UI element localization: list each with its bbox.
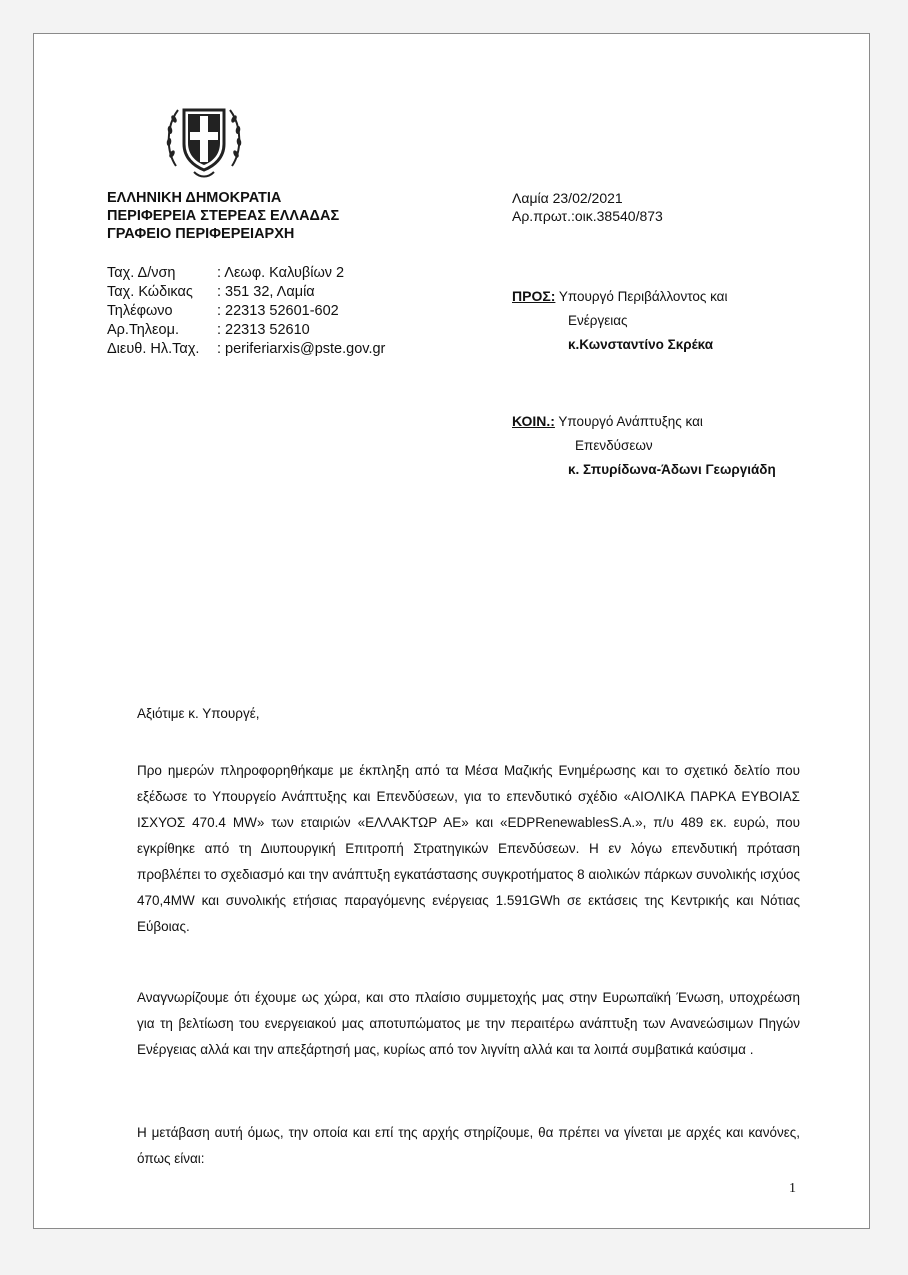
- contact-label: Διευθ. Ηλ.Ταχ.: [107, 341, 200, 357]
- org-line-1: ΕΛΛΗΝΙΚΗ ΔΗΜΟΚΡΑΤΙΑ: [107, 190, 282, 206]
- contact-label: Τηλέφωνο: [107, 303, 173, 319]
- org-line-3: ΓΡΑΦΕΙΟ ΠΕΡΙΦΕΡΕΙΑΡΧΗ: [107, 226, 295, 242]
- document-page: [33, 33, 870, 1229]
- contact-value: : Λεωφ. Καλυβίων 2: [217, 265, 345, 281]
- protocol-number: Αρ.πρωτ.:οικ.38540/873: [512, 208, 663, 224]
- contact-label: Ταχ. Κώδικας: [107, 284, 193, 300]
- contact-row-address: [107, 264, 385, 283]
- contact-value: : 22313 52610: [217, 322, 310, 338]
- contact-row-fax: [107, 321, 385, 340]
- body-paragraph-2: Αναγνωρίζουμε ότι έχουμε ως χώρα, και στο πλαίσιο συμμετοχής μας στην Ευρωπαϊκή Ένωση, υποχρέωση για τη βελτίωση του ενεργειακού μας αποτυπώματος με την περαιτέρω ανάπτυξη των Ανανεώσιμων Πηγών Ενέργειας αλλά και την απεξάρτησή μας, κυρίως από τον λιγνίτη αλλά και τα λοιπά συμβατικά καύσιμα .: [137, 990, 800, 1057]
- letter-date: Λαμία 23/02/2021: [512, 190, 623, 206]
- contact-row-email: [107, 340, 385, 359]
- contact-value: : 351 32, Λαμία: [217, 284, 315, 300]
- contact-label: Αρ.Τηλεομ.: [107, 322, 179, 338]
- contact-row-phone: [107, 302, 385, 321]
- body-paragraph-1: Προ ημερών πληροφορηθήκαμε με έκπληξη από τα Μέσα Μαζικής Ενημέρωσης και το σχετικό δελτίο που εξέδωσε το Υπουργείο Ανάπτυξης και Επενδύσεων, για το επενδυτικό σχέδιο «ΑΙΟΛΙΚΑ ΠΑΡΚΑ ΕΥΒΟΙΑΣ ΙΣΧΥΟΣ 470.4 MW» των εταιριών «ΕΛΛΑΚΤΩΡ ΑΕ» και «EDPRenewablesS.A.», π/υ 489 εκ. ευρώ, που εγκρίθηκε από τη Διυπουργική Επιτροπή Στρατηγικών Επενδύσεων. Η εν λόγω επενδυτική πρόταση προβλέπει το σχεδιασμό και την ανάπτυξη εγκατάστασης συγκροτήματος 8 αιολικών πάρκων συνολικής ισχύος 470,4MW και συνολικής ετήσιας παραγόμενης ενέργειας 1.591GWh σε εκτάσεις της Κεντρικής και Νότιας Εύβοιας.: [137, 763, 800, 934]
- recipient-block: [512, 284, 852, 357]
- recipient-line-2: Ενέργειας: [568, 313, 628, 328]
- contact-value: : 22313 52601-602: [217, 303, 339, 319]
- contact-value: : periferiarxis@pste.gov.gr: [217, 341, 386, 357]
- cc-line-1: Υπουργό Ανάπτυξης και: [554, 414, 703, 429]
- contact-label: Ταχ. Δ/νση: [107, 265, 176, 281]
- cc-label: ΚΟΙΝ.:: [512, 413, 555, 429]
- contact-details: [107, 264, 385, 359]
- page-number: 1: [789, 1181, 796, 1196]
- recipient-line-1: Υπουργό Περιβάλλοντος και: [555, 289, 728, 304]
- cc-line-2: Επενδύσεων: [575, 438, 653, 453]
- organization-header: [107, 189, 339, 243]
- body-paragraph-3: Η μετάβαση αυτή όμως, την οποία και επί της αρχής στηρίζουμε, θα πρέπει να γίνεται με αρχές και κανόνες, όπως είναι:: [137, 1125, 800, 1166]
- salutation: Αξιότιμε κ. Υπουργέ,: [137, 706, 260, 721]
- contact-row-postcode: [107, 283, 385, 302]
- recipient-name: κ.Κωνσταντίνο Σκρέκα: [568, 337, 714, 352]
- greek-coat-of-arms-icon: [164, 96, 244, 181]
- cc-block: [512, 409, 852, 482]
- date-reference-block: [512, 189, 663, 225]
- org-line-2: ΠΕΡΙΦΕΡΕΙΑ ΣΤΕΡΕΑΣ ΕΛΛΑΔΑΣ: [107, 208, 340, 224]
- cc-name: κ. Σπυρίδωνα-Άδωνι Γεωργιάδη: [568, 462, 776, 477]
- recipient-label: ΠΡΟΣ:: [512, 288, 556, 304]
